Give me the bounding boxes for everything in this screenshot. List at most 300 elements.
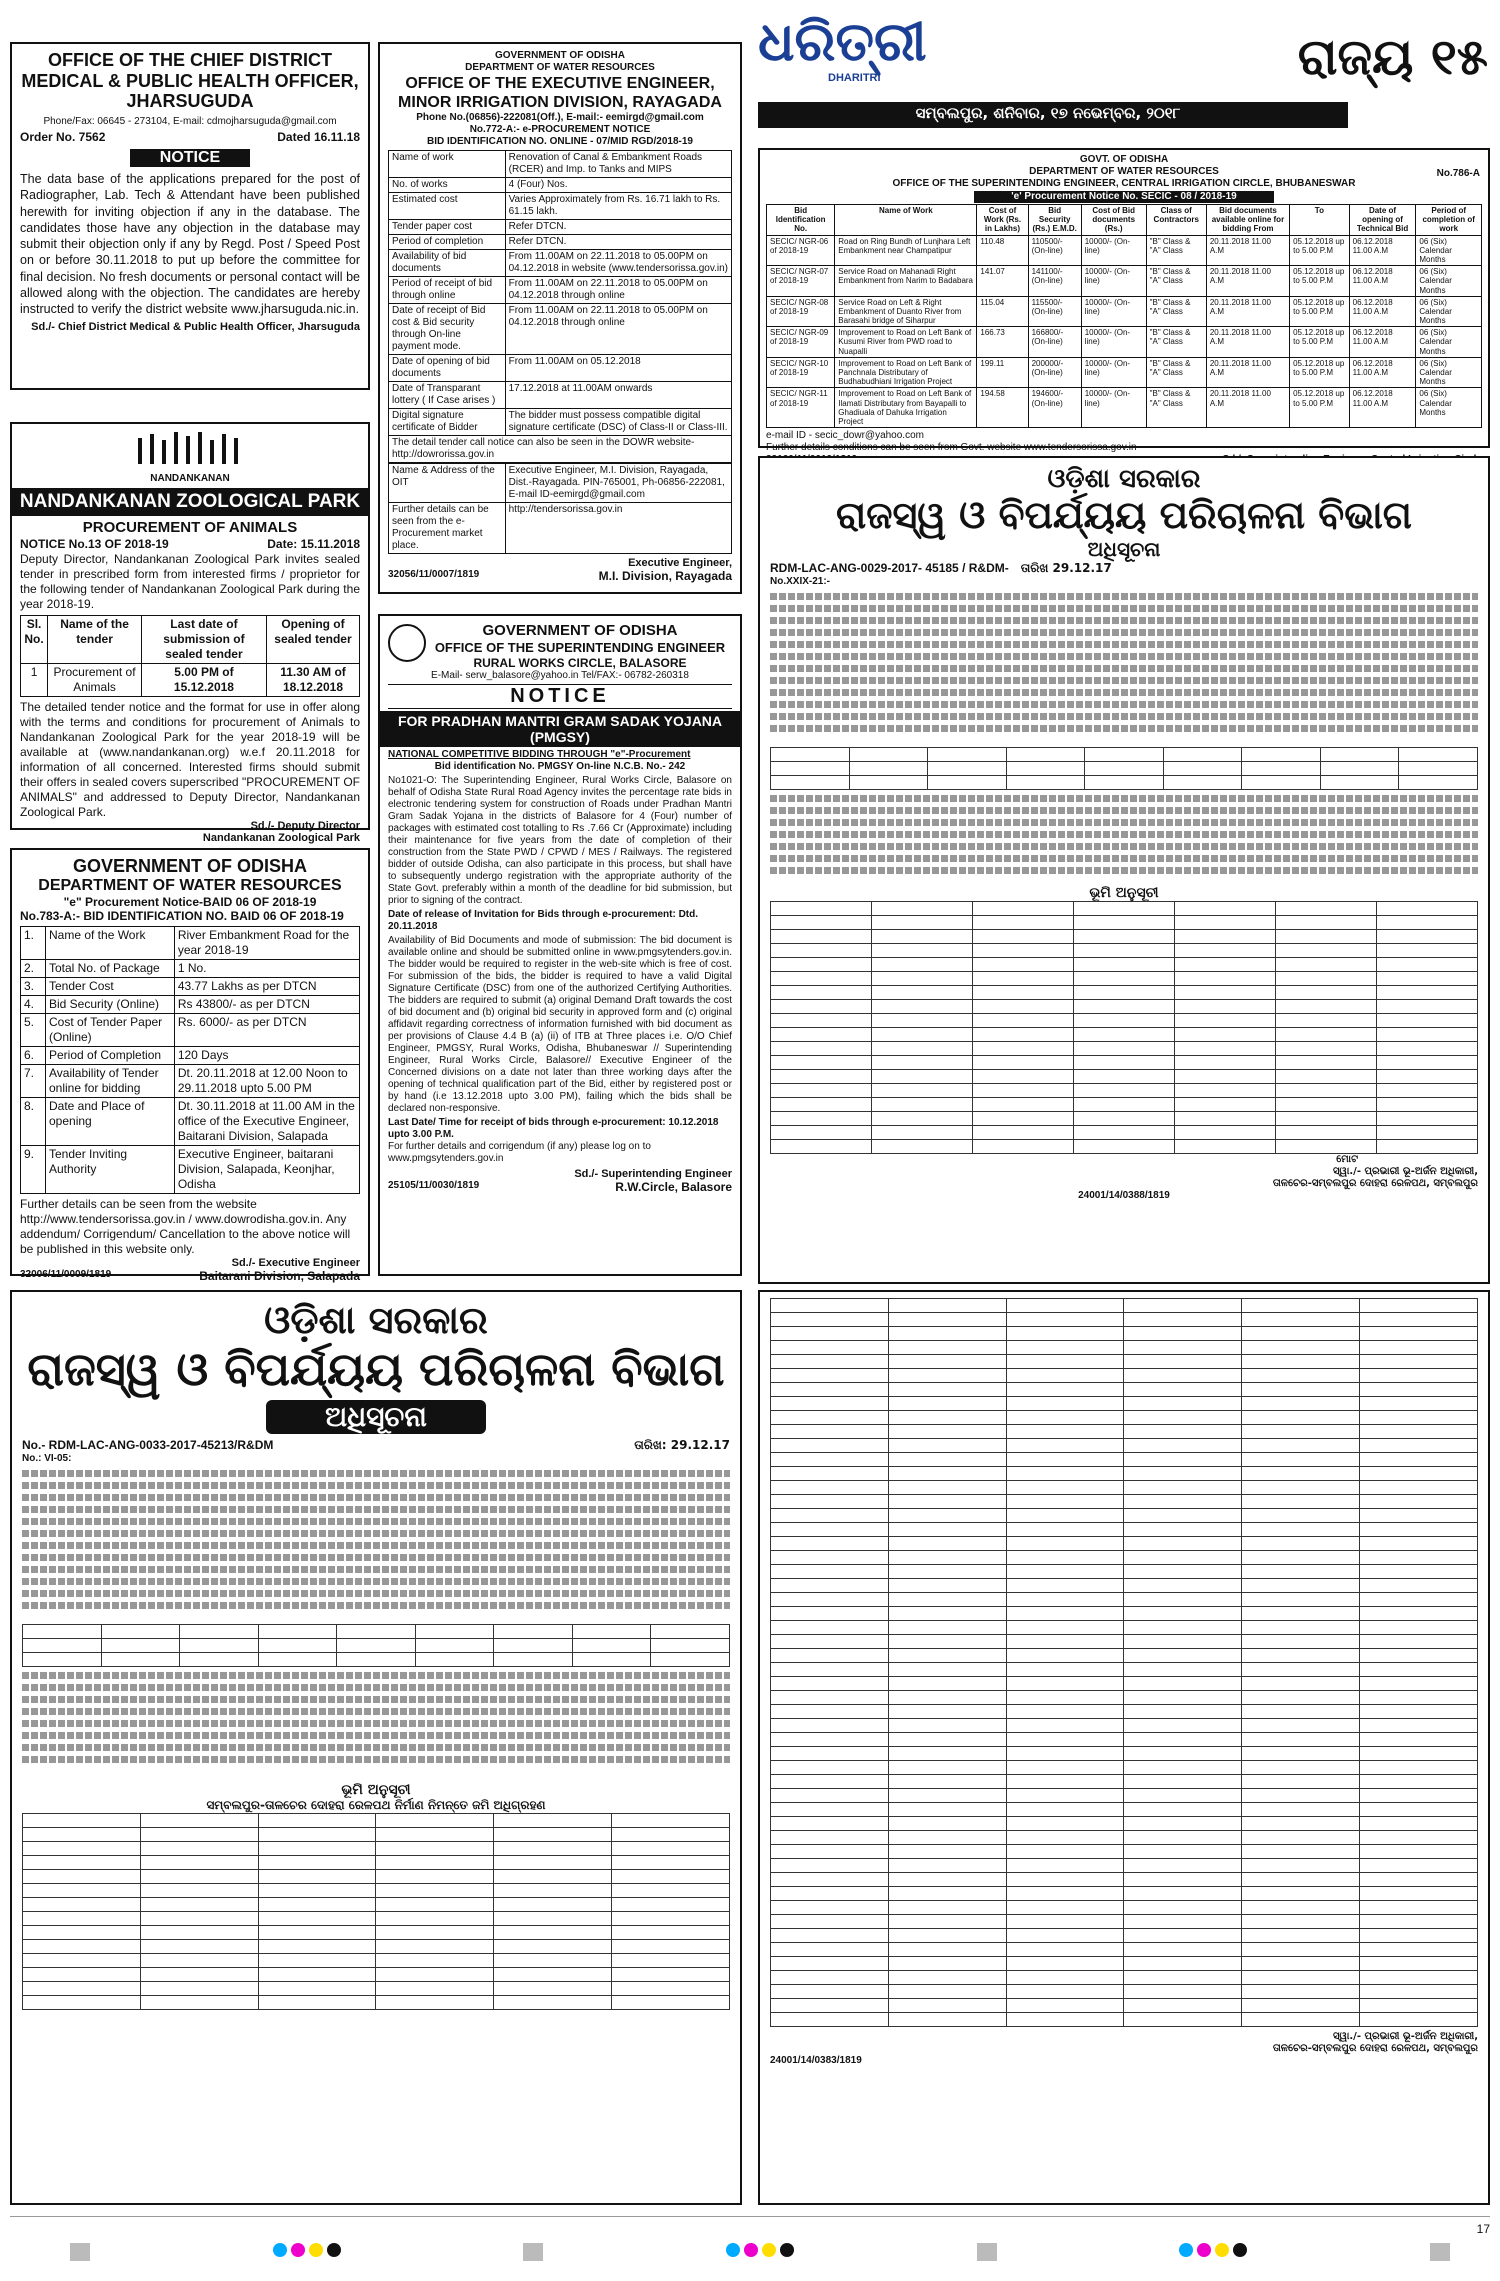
table-cell bbox=[1360, 1999, 1478, 2013]
table-cell bbox=[140, 1911, 258, 1925]
table-cell bbox=[973, 1013, 1074, 1027]
table-cell bbox=[1124, 1565, 1242, 1579]
table-cell: SECIC/ NGR-10 of 2018-19 bbox=[767, 357, 835, 388]
table-cell: 20.11.2018 11.00 A.M bbox=[1206, 327, 1289, 358]
table-cell bbox=[1276, 1041, 1377, 1055]
table-cell: Period of Completion bbox=[46, 1047, 175, 1065]
table-cell bbox=[872, 985, 973, 999]
rayagada-table bbox=[388, 150, 732, 436]
table-cell bbox=[771, 1691, 889, 1705]
table-cell bbox=[1124, 1677, 1242, 1691]
table-cell bbox=[1360, 1789, 1478, 1803]
table-cell bbox=[973, 1083, 1074, 1097]
table-cell bbox=[771, 1621, 889, 1635]
table-cell bbox=[1006, 1327, 1124, 1341]
table-cell bbox=[258, 1967, 376, 1981]
table-cell bbox=[888, 1453, 1006, 1467]
table-cell: 2. bbox=[21, 960, 46, 978]
table-cell bbox=[1360, 1859, 1478, 1873]
table-cell bbox=[888, 1649, 1006, 1663]
table-cell bbox=[612, 1953, 730, 1967]
newspaper-logo bbox=[758, 12, 948, 90]
baitarani-ref: 32006/11/0009/1819 bbox=[20, 1269, 112, 1281]
rayagada-ref: 32056/11/0007/1819 bbox=[388, 569, 480, 581]
cdmo-notice: NOTICE bbox=[130, 149, 250, 167]
table-row bbox=[771, 1523, 1478, 1537]
table-cell bbox=[1074, 971, 1175, 985]
table-cell bbox=[1242, 1425, 1360, 1439]
table-row bbox=[771, 1733, 1478, 1747]
table-cell bbox=[973, 1041, 1074, 1055]
table-cell bbox=[1124, 1971, 1242, 1985]
table-cell bbox=[1360, 1313, 1478, 1327]
table-cell: Name of work bbox=[389, 151, 506, 178]
table-cell bbox=[1360, 1551, 1478, 1565]
table-cell: 06.12.2018 11.00 A.M bbox=[1349, 327, 1416, 358]
ad-pmgsy-balasore bbox=[378, 614, 742, 1276]
table-cell bbox=[1006, 1607, 1124, 1621]
table-cell bbox=[1242, 1789, 1360, 1803]
table-cell bbox=[1276, 1055, 1377, 1069]
table-cell: "B" Class & "A" Class bbox=[1146, 388, 1206, 428]
table-cell bbox=[1276, 929, 1377, 943]
table-cell bbox=[1242, 1523, 1360, 1537]
table-row bbox=[771, 901, 1478, 915]
table-cell bbox=[1242, 1369, 1360, 1383]
table-cell bbox=[973, 943, 1074, 957]
table-cell bbox=[1360, 1439, 1478, 1453]
table-cell bbox=[612, 1841, 730, 1855]
table-cell bbox=[771, 1041, 872, 1055]
table-row bbox=[771, 1481, 1478, 1495]
table-row bbox=[771, 1083, 1478, 1097]
table-header-row bbox=[21, 616, 360, 664]
table-cell: 194600/- (On-line) bbox=[1028, 388, 1081, 428]
table-cell: 4. bbox=[21, 996, 46, 1014]
table-cell: 1. bbox=[21, 927, 46, 960]
table-cell bbox=[612, 1911, 730, 1925]
table-cell bbox=[973, 971, 1074, 985]
table-cell: "B" Class & "A" Class bbox=[1146, 327, 1206, 358]
table-cell bbox=[140, 1967, 258, 1981]
revenue-right-ad-ref: 24001/14/0388/1819 bbox=[1078, 1189, 1170, 1201]
table-cell: 20.11.2018 11.00 A.M bbox=[1206, 235, 1289, 266]
table-cell bbox=[1242, 1621, 1360, 1635]
table-cell bbox=[494, 1925, 612, 1939]
table-cell bbox=[1175, 971, 1276, 985]
table-cell bbox=[1242, 2013, 1360, 2027]
table-cell: 20.11.2018 11.00 A.M bbox=[1206, 266, 1289, 297]
table-cell bbox=[1124, 1523, 1242, 1537]
table-cell bbox=[1006, 1719, 1124, 1733]
table-cell bbox=[494, 1897, 612, 1911]
table-row bbox=[771, 1943, 1478, 1957]
table-cell bbox=[771, 1313, 889, 1327]
table-cell bbox=[888, 1775, 1006, 1789]
table-cell bbox=[973, 915, 1074, 929]
table-cell bbox=[1175, 943, 1276, 957]
table-cell bbox=[612, 1897, 730, 1911]
irrigation-h3: OFFICE OF THE SUPERINTENDING ENGINEER, CENTRAL IRRIGATION CIRCLE, BHUBANESWAR bbox=[892, 178, 1356, 189]
table-cell: Tender Inviting Authority bbox=[46, 1146, 175, 1194]
table-cell: Service Road on Left & Right Embankment of Duanto River from Barasahi bridge of Siharpur bbox=[835, 296, 977, 327]
table-cell bbox=[1006, 1803, 1124, 1817]
table-cell bbox=[258, 1981, 376, 1995]
table-cell bbox=[494, 1995, 612, 2009]
rayagada-bid: BID IDENTIFICATION NO. ONLINE - 07/MID RGD/2018-19 bbox=[427, 136, 693, 148]
table-cell: 3. bbox=[21, 978, 46, 996]
revenue-right-ref: RDM-LAC-ANG-0029-2017- 45185 / R&DM- bbox=[770, 560, 1009, 575]
table-cell bbox=[1124, 1439, 1242, 1453]
table-cell bbox=[1124, 1775, 1242, 1789]
table-cell: No. of works bbox=[389, 178, 506, 193]
table-cell: From 11.00AM on 05.12.2018 bbox=[505, 355, 731, 382]
table-row bbox=[771, 1649, 1478, 1663]
table-row bbox=[771, 1369, 1478, 1383]
table-cell bbox=[872, 999, 973, 1013]
table-cell bbox=[1006, 1481, 1124, 1495]
table-cell bbox=[1006, 1873, 1124, 1887]
table-row bbox=[771, 1425, 1478, 1439]
table-cell bbox=[494, 1827, 612, 1841]
table-cell bbox=[771, 1817, 889, 1831]
revenue-right-h2: ରାଜସ୍ୱ ଓ ବିପର୍ଯ୍ୟୟ ପରିଚାଳନା ବିଭାଗ bbox=[836, 493, 1412, 537]
table-cell bbox=[1124, 1649, 1242, 1663]
table-cell bbox=[1242, 1887, 1360, 1901]
table-cell bbox=[888, 1495, 1006, 1509]
table-row bbox=[771, 1845, 1478, 1859]
table-cell bbox=[1006, 1621, 1124, 1635]
table-cell bbox=[1242, 1775, 1360, 1789]
table-cell bbox=[872, 971, 973, 985]
table-cell bbox=[973, 1055, 1074, 1069]
table-row bbox=[23, 1883, 730, 1897]
table-cell: 43.77 Lakhs as per DTCN bbox=[174, 978, 359, 996]
table-row bbox=[771, 1915, 1478, 1929]
table-row bbox=[767, 327, 1482, 358]
table-cell: Dt. 20.11.2018 at 12.00 Noon to 29.11.2018 upto 5.00 PM bbox=[174, 1065, 359, 1098]
table-cell bbox=[1360, 1831, 1478, 1845]
table-cell bbox=[1242, 1439, 1360, 1453]
table-cell bbox=[888, 1761, 1006, 1775]
baitarani-sign1: Sd./- Executive Engineer bbox=[231, 1257, 360, 1270]
table-cell bbox=[771, 1663, 889, 1677]
table-cell bbox=[1006, 1985, 1124, 1999]
table-cell bbox=[1377, 1069, 1478, 1083]
pmgsy-h3: RURAL WORKS CIRCLE, BALASORE bbox=[473, 655, 687, 670]
table-cell bbox=[140, 1953, 258, 1967]
nandankanan-logo-text: NANDANKANAN bbox=[150, 473, 230, 484]
table-cell: Period of receipt of bid through online bbox=[389, 277, 506, 304]
table-cell bbox=[771, 915, 872, 929]
ad-cdmo-jharsuguda bbox=[10, 42, 370, 390]
table-cell bbox=[612, 1855, 730, 1869]
table-cell bbox=[1242, 1999, 1360, 2013]
rayagada-sign-row bbox=[388, 569, 732, 584]
section-name: ରାଜ୍ୟ bbox=[1297, 28, 1414, 86]
table-cell bbox=[1175, 957, 1276, 971]
table-cell bbox=[771, 1069, 872, 1083]
table-cell bbox=[771, 1845, 889, 1859]
table-cell bbox=[1124, 1313, 1242, 1327]
table-cell bbox=[888, 1593, 1006, 1607]
table-cell bbox=[1175, 1083, 1276, 1097]
table-cell bbox=[771, 1299, 889, 1313]
table-cell bbox=[376, 1995, 494, 2009]
table-cell bbox=[888, 1957, 1006, 1971]
table-row bbox=[389, 277, 732, 304]
table-cell bbox=[612, 1827, 730, 1841]
pmgsy-sign1: Sd./- Superintending Engineer bbox=[574, 1167, 732, 1180]
table-cell bbox=[1175, 999, 1276, 1013]
table-cell bbox=[1006, 1593, 1124, 1607]
table-cell: 120 Days bbox=[174, 1047, 359, 1065]
table-cell bbox=[1074, 1111, 1175, 1125]
table-cell bbox=[771, 1453, 889, 1467]
table-cell bbox=[1124, 1901, 1242, 1915]
table-cell bbox=[771, 1733, 889, 1747]
table-cell bbox=[1124, 1873, 1242, 1887]
table-cell bbox=[258, 1995, 376, 2009]
cdmo-body: The data base of the applications prepared for the post of Radiographer, Lab. Tech & Attendant have been published herewith for inviting objection if any in the database. The candidates those have any objection in the database may submit their objection only if any by Regd. Post / Speed Post on or before 30.11.2018 to put up before the committee for final decision. No fresh documents or personal contact will be allowed along with the objection. The candidates are hereby instructed to verify the district website www.jharsuguda.nic.in. bbox=[20, 172, 360, 317]
table-cell: 115500/- (On-line) bbox=[1028, 296, 1081, 327]
table-header: Sl. No. bbox=[21, 616, 48, 664]
table-row bbox=[771, 2013, 1478, 2027]
table-cell: SECIC/ NGR-07 of 2018-19 bbox=[767, 266, 835, 297]
ad-revenue-schedule-continued bbox=[758, 1290, 1490, 2205]
table-cell bbox=[1124, 1733, 1242, 1747]
table-cell bbox=[1242, 1915, 1360, 1929]
table-cell bbox=[1360, 1887, 1478, 1901]
table-cell bbox=[258, 1911, 376, 1925]
table-cell bbox=[1124, 1635, 1242, 1649]
nandankanan-logo bbox=[20, 430, 360, 486]
table-cell: 10000/- (On-line) bbox=[1081, 388, 1146, 428]
table-cell bbox=[1006, 1313, 1124, 1327]
table-cell: Improvement to Road on Left Bank of Panchnala Distributary of Budhabudhiani Irrigation Project bbox=[835, 357, 977, 388]
table-cell bbox=[872, 1139, 973, 1153]
table-cell bbox=[888, 1313, 1006, 1327]
table-cell bbox=[1124, 1817, 1242, 1831]
table-cell bbox=[888, 1425, 1006, 1439]
irrigation-further: Further details conditions can be seen from Govt. website www.tendersorissa.gov.in bbox=[766, 442, 1137, 454]
table-cell bbox=[140, 1897, 258, 1911]
table-cell bbox=[140, 1813, 258, 1827]
table-cell bbox=[1360, 1761, 1478, 1775]
table-cell bbox=[1006, 1817, 1124, 1831]
table-cell: Refer DTCN. bbox=[505, 220, 731, 235]
ad-nandankanan bbox=[10, 422, 370, 844]
table-cell bbox=[1006, 1733, 1124, 1747]
table-cell bbox=[1242, 1537, 1360, 1551]
table-cell bbox=[1242, 1817, 1360, 1831]
footer-rule bbox=[10, 2216, 1490, 2217]
table-cell bbox=[771, 1775, 889, 1789]
ad-revenue-notification-bottom bbox=[10, 1290, 742, 2205]
table-cell: 5. bbox=[21, 1014, 46, 1047]
table-cell bbox=[888, 1677, 1006, 1691]
table-cell bbox=[1276, 1083, 1377, 1097]
table-cell bbox=[888, 1607, 1006, 1621]
revenue-right-ref-row bbox=[770, 561, 1478, 576]
table-cell bbox=[1242, 1453, 1360, 1467]
table-row bbox=[23, 1813, 730, 1827]
table-cell bbox=[973, 1069, 1074, 1083]
table-cell bbox=[973, 1027, 1074, 1041]
table-cell: Further details can be seen from the e-Procurement market place. bbox=[389, 503, 506, 554]
table-cell bbox=[1242, 1593, 1360, 1607]
table-cell: 20.11.2018 11.00 A.M bbox=[1206, 296, 1289, 327]
table-cell: Tender Cost bbox=[46, 978, 175, 996]
table-cell bbox=[1124, 2013, 1242, 2027]
pmgsy-ncb: NATIONAL COMPETITIVE BIDDING THROUGH "e"-Procurement bbox=[388, 748, 691, 760]
table-cell bbox=[771, 929, 872, 943]
table-cell bbox=[1242, 1327, 1360, 1341]
table-cell bbox=[888, 1355, 1006, 1369]
table-cell bbox=[1074, 915, 1175, 929]
table-cell bbox=[1006, 1663, 1124, 1677]
table-row bbox=[23, 1967, 730, 1981]
table-cell bbox=[771, 1579, 889, 1593]
page-footer bbox=[0, 2214, 1500, 2274]
table-cell: Rs. 6000/- as per DTCN bbox=[174, 1014, 359, 1047]
table-cell bbox=[23, 1883, 141, 1897]
table-cell bbox=[1242, 1957, 1360, 1971]
table-cell bbox=[1124, 1355, 1242, 1369]
table-row bbox=[771, 1509, 1478, 1523]
table-cell bbox=[1360, 1733, 1478, 1747]
table-cell bbox=[1175, 915, 1276, 929]
table-cell bbox=[771, 1929, 889, 1943]
table-cell bbox=[1124, 1789, 1242, 1803]
table-row bbox=[771, 1397, 1478, 1411]
table-cell: 06.12.2018 11.00 A.M bbox=[1349, 266, 1416, 297]
table-cell bbox=[1276, 1013, 1377, 1027]
table-cell bbox=[888, 1873, 1006, 1887]
table-cell bbox=[1175, 1027, 1276, 1041]
table-cell bbox=[1124, 1425, 1242, 1439]
table-cell bbox=[1360, 1719, 1478, 1733]
table-cell: 06.12.2018 11.00 A.M bbox=[1349, 388, 1416, 428]
table-cell bbox=[1124, 1943, 1242, 1957]
table-cell: 11.30 AM of 18.12.2018 bbox=[266, 664, 359, 697]
table-cell: Availability of bid documents bbox=[389, 250, 506, 277]
table-cell bbox=[888, 1789, 1006, 1803]
table-row bbox=[23, 1911, 730, 1925]
table-row bbox=[771, 1971, 1478, 1985]
table-cell bbox=[1242, 1607, 1360, 1621]
table-row bbox=[771, 1719, 1478, 1733]
table-cell bbox=[771, 1915, 889, 1929]
table-cell bbox=[1074, 1097, 1175, 1111]
table-cell bbox=[771, 1055, 872, 1069]
pmgsy-bid: Bid identification No. PMGSY On-line N.C.B. No.- 242 bbox=[434, 760, 686, 772]
pmgsy-email: E-Mail- serw_balasore@yahoo.in Tel/FAX:- 06782-260318 bbox=[431, 669, 689, 681]
table-cell bbox=[1242, 1313, 1360, 1327]
table-cell bbox=[888, 1901, 1006, 1915]
table-cell bbox=[771, 1383, 889, 1397]
table-cell bbox=[771, 1139, 872, 1153]
table-cell: 10000/- (On-line) bbox=[1081, 235, 1146, 266]
nandankanan-band: NANDANKANAN ZOOLOGICAL PARK bbox=[12, 488, 368, 516]
table-cell bbox=[771, 1481, 889, 1495]
table-cell: SECIC/ NGR-08 of 2018-19 bbox=[767, 296, 835, 327]
table-cell bbox=[1124, 1719, 1242, 1733]
table-cell bbox=[23, 1939, 141, 1953]
table-cell bbox=[872, 1041, 973, 1055]
table-cell bbox=[771, 1509, 889, 1523]
baitarani-h2: DEPARTMENT OF WATER RESOURCES bbox=[38, 876, 342, 894]
table-cell bbox=[771, 1761, 889, 1775]
table-row bbox=[21, 927, 360, 960]
table-cell bbox=[1006, 1299, 1124, 1313]
table-cell bbox=[376, 1925, 494, 1939]
table-cell bbox=[1175, 1069, 1276, 1083]
ad-central-irrigation bbox=[758, 148, 1490, 454]
table-row bbox=[771, 1439, 1478, 1453]
table-header: Cost of Bid documents (Rs.) bbox=[1081, 205, 1146, 236]
ad-baitarani-division bbox=[10, 848, 370, 1284]
table-cell: 06 (Six) Calendar Months bbox=[1416, 235, 1482, 266]
cdmo-order: Order No. 7562 bbox=[20, 130, 106, 145]
rayagada-h1: GOVERNMENT OF ODISHA bbox=[494, 50, 625, 61]
table-cell: Procurement of Animals bbox=[48, 664, 142, 697]
table-cell bbox=[1124, 1411, 1242, 1425]
table-cell bbox=[771, 1111, 872, 1125]
table-cell bbox=[872, 901, 973, 915]
table-row bbox=[21, 664, 360, 697]
table-cell bbox=[771, 1341, 889, 1355]
table-cell bbox=[258, 1939, 376, 1953]
table-cell bbox=[1175, 1055, 1276, 1069]
table-cell: 05.12.2018 up to 5.00 P.M bbox=[1290, 388, 1350, 428]
table-cell bbox=[1360, 1803, 1478, 1817]
table-cell bbox=[23, 1855, 141, 1869]
table-row bbox=[771, 1111, 1478, 1125]
table-cell bbox=[1360, 1579, 1478, 1593]
rayagada-sign1: Executive Engineer, bbox=[628, 557, 732, 570]
table-row bbox=[389, 355, 732, 382]
table-cell bbox=[771, 1593, 889, 1607]
grey-swatch-icon bbox=[70, 2243, 90, 2261]
table-cell bbox=[1124, 1831, 1242, 1845]
table-cell bbox=[888, 1999, 1006, 2013]
table-row bbox=[771, 929, 1478, 943]
table-cell: Date of Transparant lottery ( If Case arises ) bbox=[389, 382, 506, 409]
table-cell bbox=[888, 1411, 1006, 1425]
table-cell bbox=[1006, 1957, 1124, 1971]
table-cell bbox=[1124, 1985, 1242, 1999]
table-cell bbox=[1175, 1041, 1276, 1055]
table-cell bbox=[140, 1855, 258, 1869]
table-row bbox=[771, 1607, 1478, 1621]
table-cell bbox=[1276, 1139, 1377, 1153]
table-cell bbox=[872, 1097, 973, 1111]
table-cell bbox=[140, 1925, 258, 1939]
table-cell bbox=[1242, 1341, 1360, 1355]
table-cell bbox=[1006, 1565, 1124, 1579]
table-cell bbox=[1175, 929, 1276, 943]
table-cell bbox=[872, 957, 973, 971]
table-cell bbox=[1377, 1125, 1478, 1139]
table-cell bbox=[771, 1789, 889, 1803]
table-cell bbox=[1377, 1041, 1478, 1055]
table-cell: Executive Engineer, M.I. Division, Rayagada, Dist.-Rayagada. PIN-765001, Ph-06856-222081, E-mail ID-eemirgd@gmail.com bbox=[505, 464, 731, 503]
table-cell bbox=[1006, 1691, 1124, 1705]
pmgsy-body-2: Date of release of Invitation for Bids through e-procurement: Dtd. 20.11.2018 bbox=[388, 908, 699, 932]
table-row bbox=[771, 1901, 1478, 1915]
table-cell: 10000/- (On-line) bbox=[1081, 296, 1146, 327]
